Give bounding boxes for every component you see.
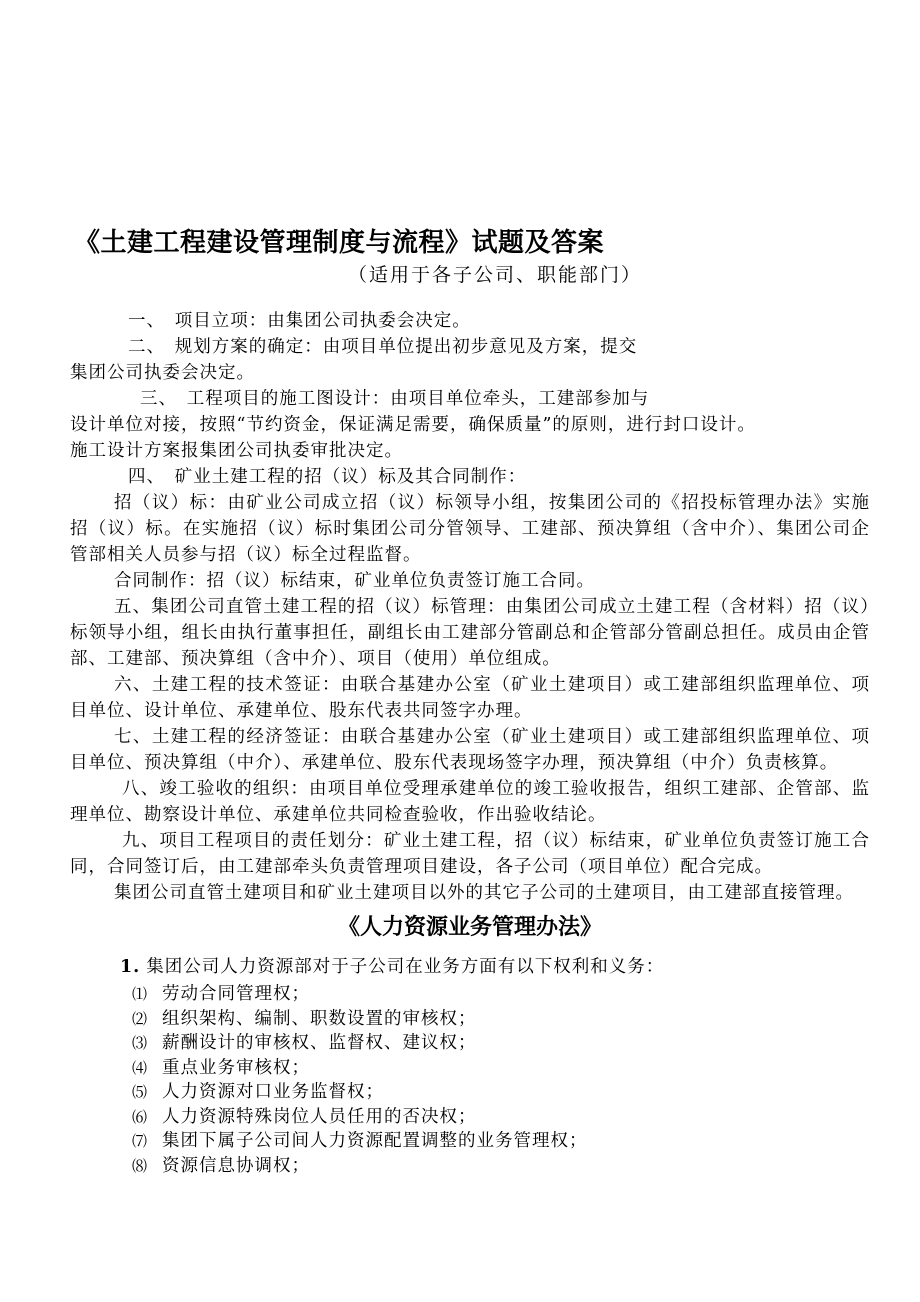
paragraph: 八、竣工验收的组织：由项目单位受理承建单位的竣工验收报告，组织工建部、企管部、监理单位、勘察设计单位、承建单位共同检查验收，作出验收结论。 (70, 779, 870, 825)
paragraph: 招（议）标：由矿业公司成立招（议）标领导小组，按集团公司的《招投标管理办法》实施招（议）标。在实施招（议）标时集团公司分管领导、工建部、预决算组（含中介）、集团公司企管部相关人员参与招（议）标全过程监督。 (70, 493, 870, 565)
list-item (132, 982, 870, 1007)
paragraph: 三、 工程项目的施工图设计：由项目单位牵头，工建部参加与 (140, 389, 650, 409)
list-item-number: ⑹ (132, 1107, 149, 1126)
list-item-number: ⑻ (132, 1156, 149, 1175)
list-item-text: 资源信息协调权； (162, 1155, 310, 1176)
paragraph: 五、集团公司直管土建工程的招（议）标管理：由集团公司成立土建工程（含材料）招（议）标领导小组，组长由执行董事担任，副组长由工建部分管副总和企管部分管副总担任。成员由企管部、工建部、预决算组（含中介）、项目（使用）单位组成。 (70, 597, 870, 669)
list-item-text: 集团下属子公司间人力资源配置调整的业务管理权； (162, 1131, 588, 1151)
list-item (132, 1056, 870, 1081)
civil-engineering-body (70, 308, 870, 906)
hr-rights-list (70, 982, 870, 1178)
paragraph: 设计单位对接，按照“节约资金，保证满足需要，确保质量”的原则，进行封口设计。 (70, 415, 756, 435)
list-item-text: 人力资源对口业务监督权； (162, 1082, 384, 1102)
list-item-number: ⑴ (132, 985, 149, 1003)
list-item-text: 组织架构、编制、职数设置的审核权； (162, 1008, 477, 1029)
paragraph: 七、土建工程的经济签证：由联合基建办公室（矿业土建项目）或工建部组织监理单位、项目单位、预决算组（中介）、承建单位、股东代表现场签字办理，预决算组（中介）负责核算。 (70, 727, 870, 773)
paragraph: 四、 矿业土建工程的招（议）标及其合同制作： (128, 467, 527, 487)
paragraph: 九、项目工程项目的责任划分：矿业土建工程，招（议）标结束，矿业单位负责签订施工合同，合同签订后，由工建部牵头负责管理项目建设，各子公司（项目单位）配合完成。 (70, 831, 870, 877)
document-subtitle: （适用于各子公司、职能部门） (347, 264, 642, 286)
list-item-number: ⑷ (132, 1058, 149, 1077)
paragraph: 施工设计方案报集团公司执委审批决定。 (70, 441, 403, 461)
document-page (70, 226, 870, 1178)
hr-heading-number: 1. (120, 957, 141, 977)
list-item (132, 1154, 870, 1179)
list-item-text: 重点业务审核权； (162, 1057, 310, 1078)
list-item-number: ⑶ (132, 1034, 149, 1052)
hr-section-title: 《人力资源业务管理办法》 (337, 915, 602, 940)
document-title: 《土建工程建设管理制度与流程》试题及答案 (74, 228, 605, 258)
list-item-number: ⑸ (132, 1083, 149, 1101)
list-item-number: ⑵ (132, 1009, 149, 1028)
list-item (132, 1080, 870, 1105)
list-item-text: 薪酬设计的审核权、监督权、建议权； (162, 1033, 477, 1053)
list-item (132, 1105, 870, 1130)
paragraph: 集团公司执委会决定。 (70, 363, 255, 383)
paragraph: 六、土建工程的技术签证：由联合基建办公室（矿业土建项目）或工建部组织监理单位、项目单位、设计单位、承建单位、股东代表共同签字办理。 (70, 675, 870, 721)
hr-list-heading (120, 954, 870, 980)
hr-heading-text: 集团公司人力资源部对于子公司在业务方面有以下权利和义务： (146, 957, 665, 977)
list-item-number: ⑺ (132, 1132, 149, 1150)
paragraph: 合同制作：招（议）标结束，矿业单位负责签订施工合同。 (114, 571, 595, 591)
list-item (132, 1007, 870, 1032)
paragraph: 集团公司直管土建项目和矿业土建项目以外的其它子公司的土建项目，由工建部直接管理。 (114, 883, 854, 903)
list-item (132, 1129, 870, 1154)
paragraph: 一、 项目立项：由集团公司执委会决定。 (128, 311, 471, 331)
list-item-text: 人力资源特殊岗位人员任用的否决权； (162, 1106, 477, 1127)
paragraph: 二、 规划方案的确定：由项目单位提出初步意见及方案，提交 (128, 337, 638, 357)
list-item (132, 1031, 870, 1056)
list-item-text: 劳动合同管理权； (162, 984, 310, 1004)
